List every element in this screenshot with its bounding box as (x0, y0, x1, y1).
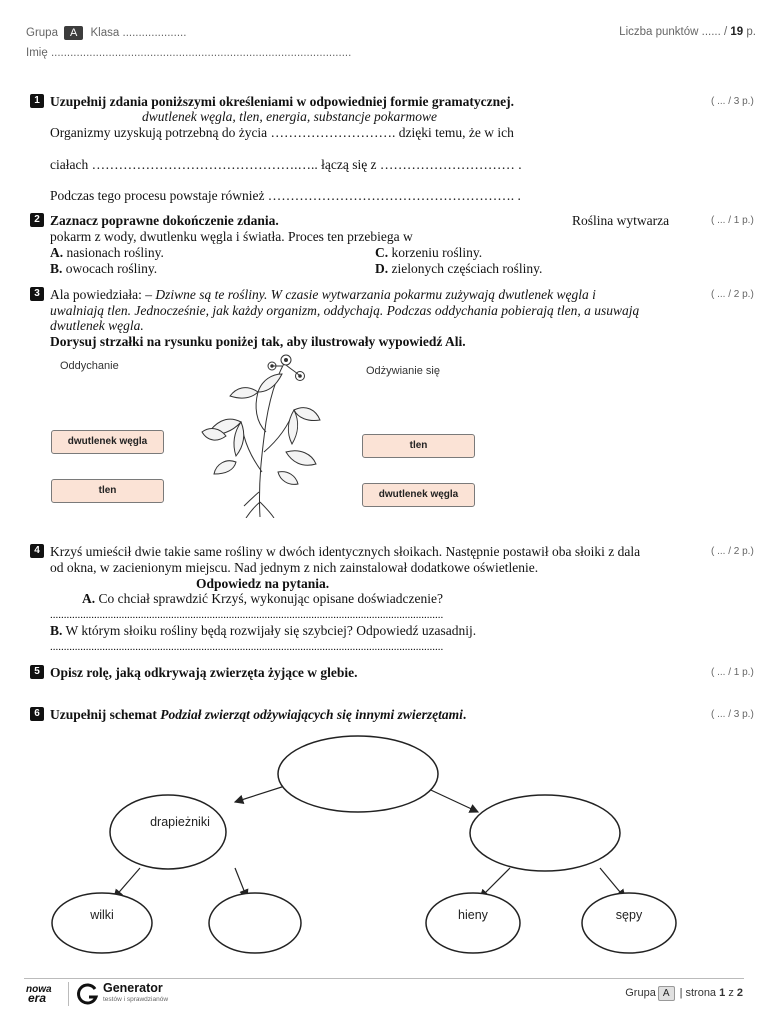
task2-option-d[interactable]: D. zielonych częściach rośliny. (375, 261, 543, 276)
group-label: Grupa (26, 27, 58, 39)
task-number: 2 (30, 213, 44, 227)
generator-g-icon (76, 982, 100, 1006)
task1-points: ( ... / 3 p.) (711, 96, 754, 107)
task4-question-a: A. Co chciał sprawdzić Krzyś, wykonując opisane doświadczenie? (82, 591, 444, 606)
nowa-era-logo: nowa era (26, 984, 52, 1005)
task6-heading: Uzupełnij schemat Podział zwierząt odżywiających się innymi zwierzętami. (50, 707, 467, 722)
task-number: 3 (30, 287, 44, 301)
group-field (26, 26, 186, 40)
logo-divider (68, 982, 69, 1006)
task3-instruction: Dorysuj strzałki na rysunku poniżej tak, aby ilustrowały wypowiedź Ali. (50, 334, 466, 349)
task4-line2: od okna, w zacienionym miejscu. Nad jednym z nich zainstalował dodatkowe oświetlenie. (50, 560, 539, 575)
node-ll-label: wilki (90, 908, 114, 922)
task4-points: ( ... / 2 p.) (711, 546, 754, 557)
footer-divider (24, 978, 744, 979)
task3-line2: uwalniają tlen. Jednocześnie, jak każdy organizm, oddychają. Podczas oddychania pobierają tlen, a usuwają (50, 303, 640, 318)
generator-title: Generator (103, 981, 163, 995)
task2-option-b[interactable]: B. owocach rośliny. (50, 261, 158, 276)
classification-diagram (0, 730, 768, 960)
task6-points: ( ... / 3 p.) (711, 709, 754, 720)
task2-text-b: pokarm z wody, dwutlenku węgla i światła. Proces ten przebiega w (50, 229, 413, 244)
node-left-left (52, 893, 152, 953)
points-unit: p. (746, 26, 756, 38)
task4-answer-heading: Odpowiedz na pytania. (196, 576, 330, 591)
page-current: 1 (719, 987, 726, 999)
plant-illustration (196, 352, 326, 518)
task1-line3: Podczas tego procesu powstaje również ………………………………………………. . (50, 188, 521, 203)
generator-subtitle: testów i sprawdzianów (103, 996, 169, 1003)
points-summary (619, 26, 756, 38)
task1-heading: Uzupełnij zdania poniższymi określeniami w odpowiedniej formie gramatycznej. (50, 94, 514, 109)
label-right-co2: dwutlenek węgla (362, 483, 475, 507)
page-total: 2 (736, 987, 743, 999)
page-indicator (625, 986, 743, 1001)
task4-question-b: B. W którym słoiku rośliny będą rozwijały się szybciej? Odpowiedź uzasadnij. (50, 623, 477, 638)
label-right-o2: tlen (362, 434, 475, 458)
class-label: Klasa (90, 27, 120, 39)
class-dots: .................... (122, 27, 187, 39)
task2-points: ( ... / 1 p.) (711, 215, 754, 226)
task1-terms: dwutlenek węgla, tlen, energia, substancje pokarmowe (142, 109, 437, 124)
label-left-co2: dwutlenek węgla (51, 430, 164, 454)
node-rr-label: sępy (615, 908, 643, 922)
node-top[interactable] (278, 736, 438, 812)
task4-answer-b-line[interactable]: ............................................................................................................................................... (50, 641, 444, 653)
name-label: Imię (26, 47, 48, 59)
task-number: 1 (30, 94, 44, 108)
node-right-right (582, 893, 676, 953)
node-left-label: drapieżniki (150, 815, 210, 829)
page-label: | strona (679, 987, 717, 999)
task-number: 6 (30, 707, 44, 721)
footer-group-label: Grupa (625, 987, 656, 999)
node-right[interactable] (470, 795, 620, 871)
node-left (110, 795, 226, 869)
task2-text-a: Roślina wytwarza (572, 213, 670, 228)
task1-line2: ciałach ……………………………………….….. łączą się z ………………………… . (50, 157, 522, 172)
task3-line3: dwutlenek węgla. (50, 318, 144, 333)
task2-option-c[interactable]: C. korzeniu rośliny. (375, 245, 483, 260)
task3-line1: Ala powiedziała: – Dziwne są te rośliny. W czasie wytwarzania pokarmu zużywają dwutlenek węgla i (50, 287, 596, 302)
group-badge: A (64, 26, 83, 40)
name-dots: .............................................................................................. (50, 47, 352, 59)
points-label: Liczba punktów ...... / (619, 26, 728, 38)
task4-answer-a-line[interactable]: ............................................................................................................................................... (50, 609, 444, 621)
task2-option-a[interactable]: A. nasionach rośliny. (50, 245, 164, 260)
task5-heading: Opisz rolę, jaką odkrywają zwierzęta żyjące w glebie. (50, 665, 358, 680)
task2-heading: Zaznacz poprawne dokończenie zdania. (50, 213, 279, 228)
name-field (26, 47, 351, 59)
footer-group-badge: A (658, 986, 675, 1001)
task4-line1: Krzyś umieścił dwie takie same rośliny w dwóch identycznych słoikach. Następnie postawił oba słoiki z dala (50, 544, 641, 559)
task5-points: ( ... / 1 p.) (711, 667, 754, 678)
points-total: 19 (730, 26, 744, 38)
page-sep: z (728, 987, 734, 999)
label-left-o2: tlen (51, 479, 164, 503)
task-number: 5 (30, 665, 44, 679)
node-rl-label: hieny (458, 908, 488, 922)
right-caption: Odżywianie się (366, 365, 440, 377)
node-right-left (426, 893, 520, 953)
task3-points: ( ... / 2 p.) (711, 289, 754, 300)
left-caption: Oddychanie (60, 360, 119, 372)
task1-line1: Organizmy uzyskują potrzebną do życia ………………………. dzięki temu, że w ich (50, 125, 514, 140)
task-number: 4 (30, 544, 44, 558)
node-left-right[interactable] (209, 893, 301, 953)
